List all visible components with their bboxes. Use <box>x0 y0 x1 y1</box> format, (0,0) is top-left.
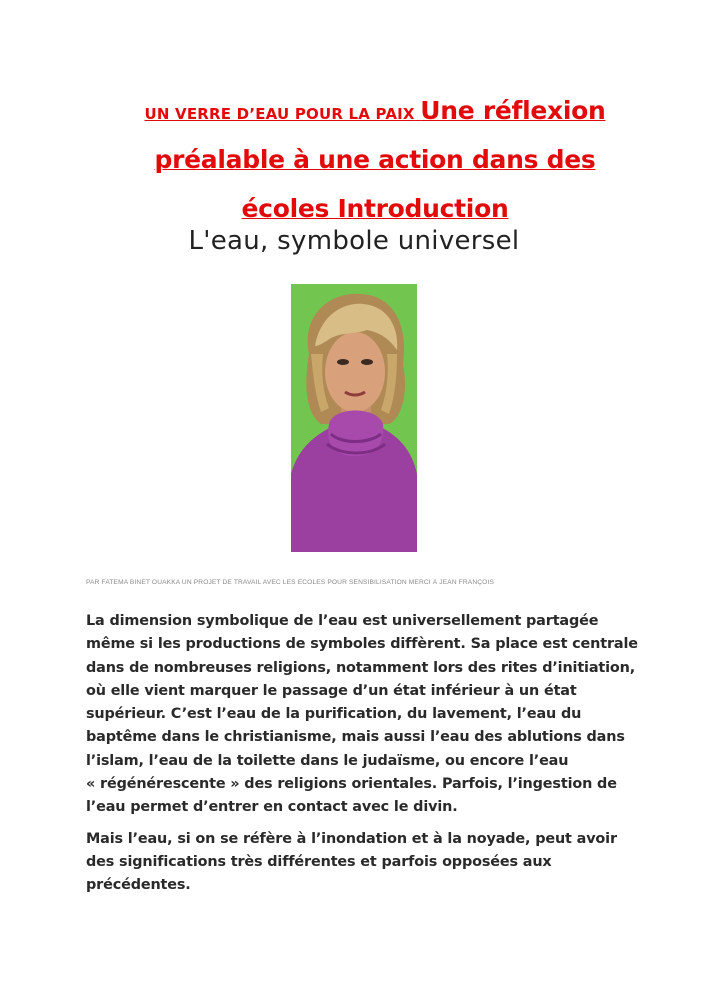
paragraph-line: dans de nombreuses religions, notamment lors des rites d’initiation, <box>86 659 636 676</box>
paragraph-line: Mais l’eau, si on se réfère à l’inondation et à la noyade, peut avoir <box>86 830 617 847</box>
paragraph-line: supérieur. C’est l’eau de la purification, du lavement, l’eau du <box>86 706 582 723</box>
document-title <box>110 88 640 235</box>
paragraph-line: l’eau permet d’entrer en contact avec le divin. <box>86 799 458 816</box>
paragraph-line: précédentes. <box>86 877 191 894</box>
paragraph-line: baptême dans le christianisme, mais aussi l’eau des ablutions dans <box>86 729 625 746</box>
portrait-photo <box>291 284 417 552</box>
title-part-2: Une réflexion <box>420 96 606 125</box>
paragraph-line: « régénérescente » des religions orientales. Parfois, l’ingestion de <box>86 776 617 793</box>
title-line-2: préalable à une action dans des <box>154 145 596 174</box>
body-text <box>86 610 641 906</box>
title-part-1: UN VERRE D’EAU POUR LA PAIX <box>144 105 415 123</box>
paragraph-line: La dimension symbolique de l’eau est universellement partagée <box>86 613 599 629</box>
image-caption: PAR FATEMA BINET OUAKKA UN PROJET DE TRAVAIL AVEC LES ÉCOLES POUR SENSIBILISATION MERCI À JEAN FRANÇOIS <box>86 579 494 586</box>
paragraph-line: même si les productions de symboles diffèrent. Sa place est centrale <box>86 636 638 653</box>
paragraph-2 <box>86 828 641 898</box>
title-line-3: écoles Introduction <box>241 194 509 223</box>
paragraph-1 <box>86 610 641 820</box>
portrait-illustration <box>291 284 417 552</box>
paragraph-line: l’islam, l’eau de la toilette dans le judaïsme, ou encore l’eau <box>86 752 569 769</box>
paragraph-line: où elle vient marquer le passage d’un état inférieur à un état <box>86 682 577 699</box>
subtitle: L'eau, symbole universel <box>188 226 520 256</box>
paragraph-line: des significations très différentes et parfois opposées aux <box>86 853 552 870</box>
